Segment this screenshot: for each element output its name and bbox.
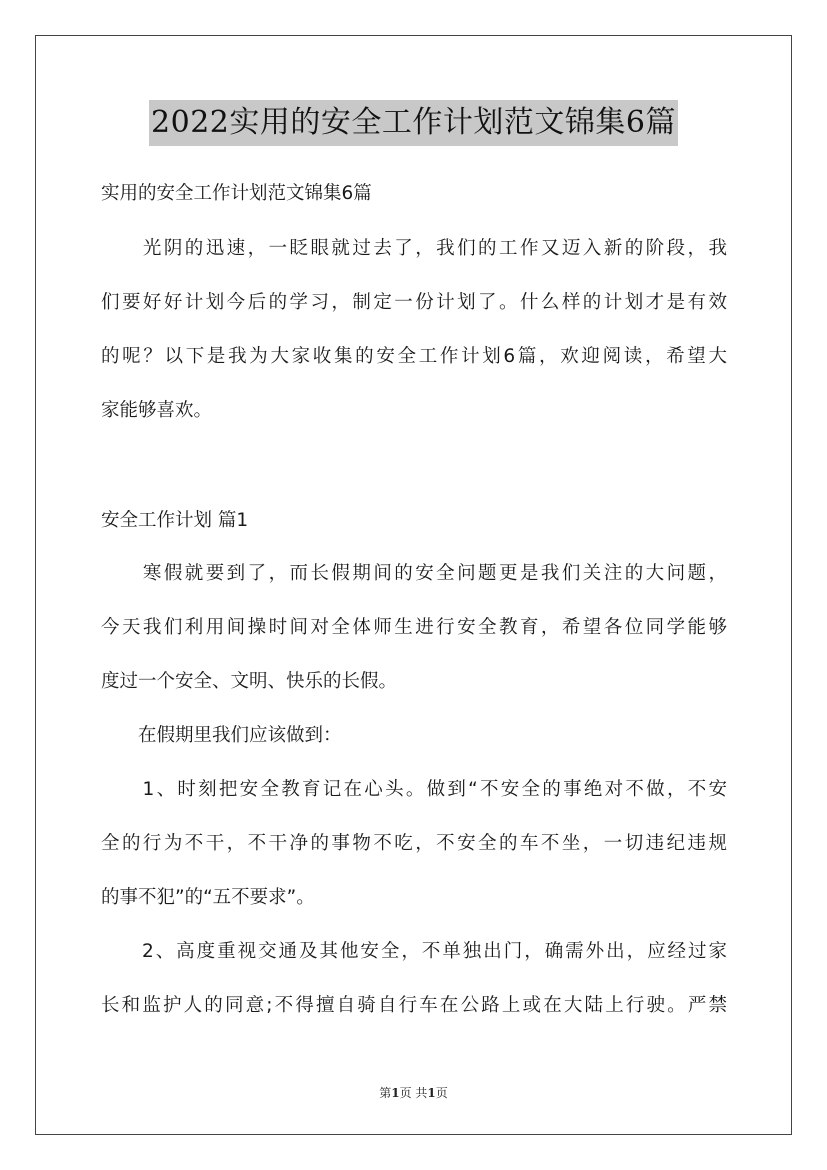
intro-line: 光阴的迅速，一眨眼就过去了，我们的工作又迈入新的阶段，我 [101,238,727,259]
footer-page-total: 1 [427,1086,436,1100]
document-title: 2022实用的安全工作计划范文锦集6篇 [149,100,678,146]
footer-page-mid: 页 共 [399,1086,428,1100]
footer-page-suffix: 页 [435,1086,448,1100]
footer-page-number: 1 [391,1086,400,1100]
section-line: 全的行为不干，不干净的事物不吃，不安全的车不坐，一切违纪违规 [101,833,727,854]
section-line: 今天我们利用间操时间对全体师生进行安全教育，希望各位同学能够 [101,617,727,638]
intro-line: 家能够喜欢。 [101,400,213,421]
intro-line: 们要好好计划今后的学习，制定一份计划了。什么样的计划才是有效 [101,292,727,313]
section-line: 1、时刻把安全教育记在心头。做到“不安全的事绝对不做，不安 [101,779,727,800]
intro-line: 的呢？以下是我为大家收集的安全工作计划6篇，欢迎阅读，希望大 [101,346,727,367]
section-line: 的事不犯”的“五不要求”。 [101,887,315,908]
section-line: 在假期里我们应该做到： [101,725,342,746]
section-line: 度过一个安全、文明、快乐的长假。 [101,671,398,692]
document-subtitle: 实用的安全工作计划范文锦集6篇 [101,183,372,204]
title-container [0,100,827,146]
page-footer [0,1084,827,1101]
section-line: 2、高度重视交通及其他安全，不单独出门，确需外出，应经过家 [101,941,727,962]
section-heading: 安全工作计划 篇1 [101,510,249,531]
footer-page-prefix: 第 [379,1086,392,1100]
section-line: 长和监护人的同意;不得擅自骑自行车在公路上或在大陆上行驶。严禁 [101,995,727,1016]
section-line: 寒假就要到了，而长假期间的安全问题更是我们关注的大问题， [101,563,727,584]
